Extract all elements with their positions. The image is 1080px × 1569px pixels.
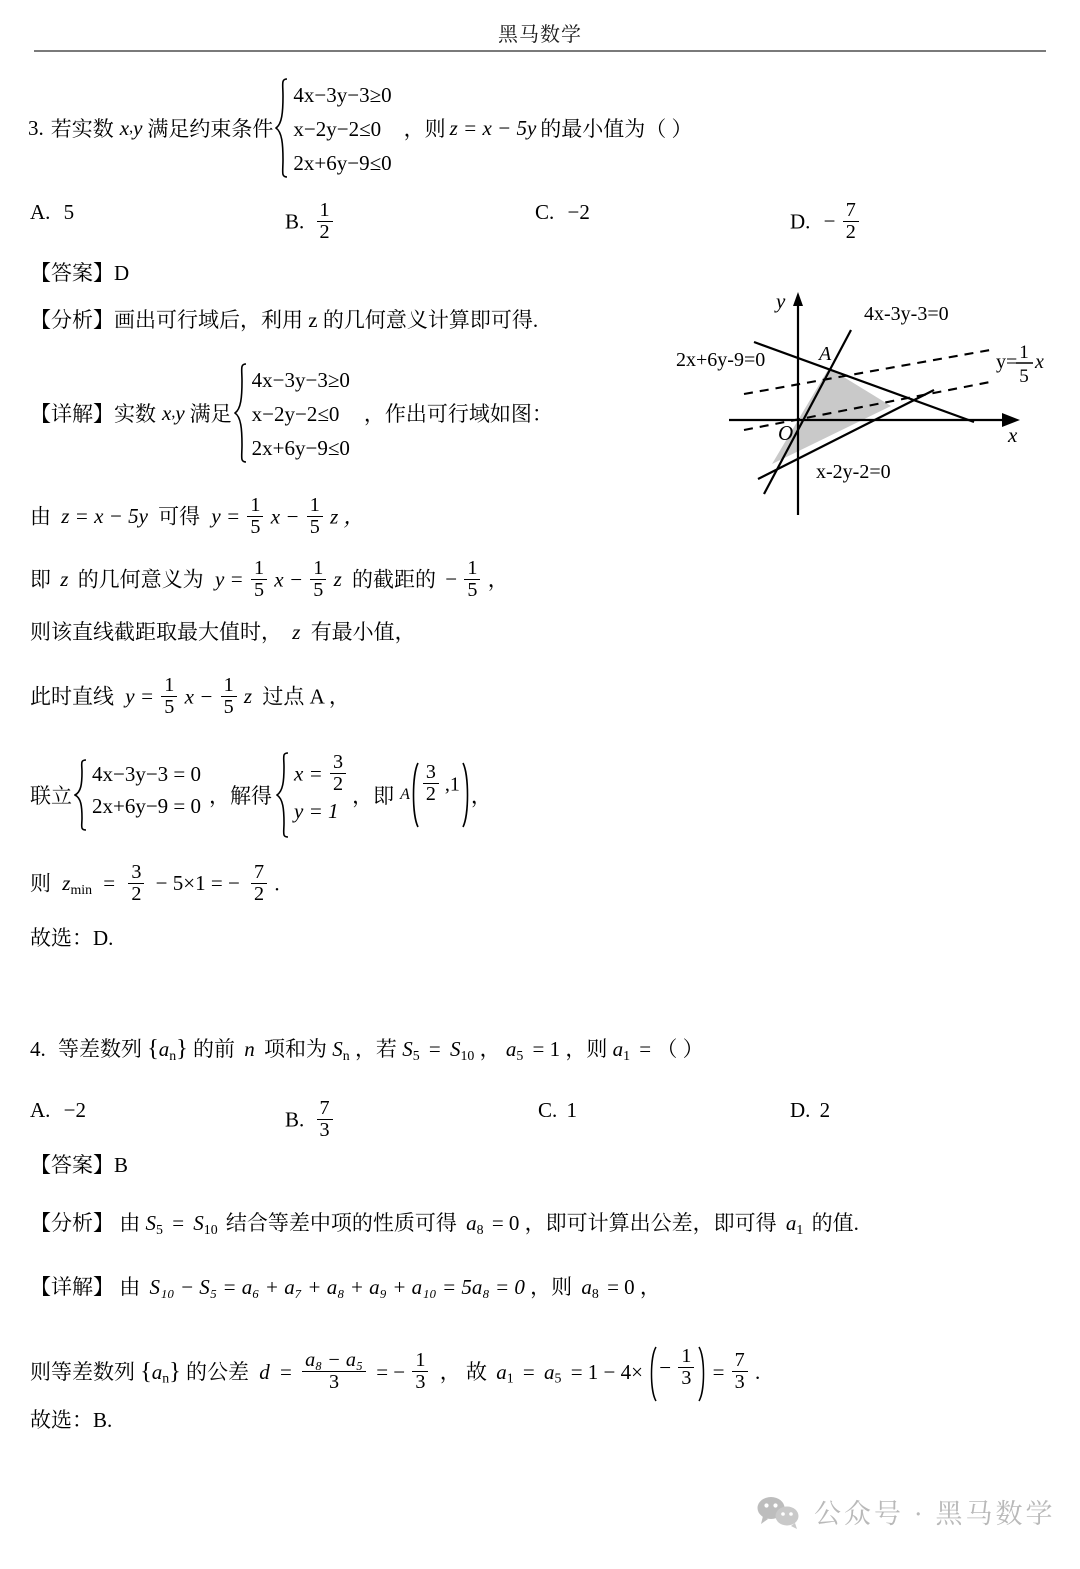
line5-frac-2: [221, 675, 237, 718]
q4-option-c-key: C.: [538, 1098, 558, 1122]
question-3-tail-comma: ，: [403, 117, 425, 141]
question-4-options: [0, 1098, 1080, 1144]
option-d-value: [843, 200, 859, 243]
system-brace-icon: [276, 752, 290, 838]
q4-d-brace-close: }: [169, 1358, 181, 1385]
question-4-solution-line-1: [30, 1277, 661, 1301]
system-row-2: x−2y−2≤0: [293, 117, 382, 142]
question-4-solution-line-2: [30, 1346, 760, 1402]
option-a-value: 5: [63, 200, 75, 224]
q4-analysis-tag: 【分析】: [30, 1211, 114, 1235]
line2-frac2-den: 5: [307, 516, 323, 538]
q4-option-b[interactable]: [285, 1098, 335, 1141]
q4-S5: S: [402, 1037, 413, 1061]
line5-frac2-num: 1: [223, 674, 234, 696]
line6-a-second: ,1: [444, 773, 460, 796]
solution-system-row-1: 4x−3y−3≥0: [251, 368, 350, 392]
dashed-line-label: [996, 342, 1044, 387]
line3-frac-3: [464, 558, 480, 601]
question-3-lead: 若实数: [50, 117, 114, 141]
line6-sys1-row2: 2x+6y−9 = 0: [92, 793, 202, 818]
option-d-key: D.: [790, 209, 811, 234]
line6-lianli: 联立: [30, 784, 72, 808]
line5-prefix: 此时直线: [30, 684, 114, 709]
answer-tag: 【答案】: [30, 261, 114, 285]
q4-a1: a: [612, 1037, 624, 1061]
q4-option-c[interactable]: [538, 1098, 577, 1123]
line6-a-frac: [423, 762, 439, 805]
q4-eq: =: [428, 1037, 441, 1061]
line4-z: z: [292, 620, 301, 644]
q4-option-a[interactable]: [30, 1098, 86, 1123]
q4-d-result-frac: [732, 1350, 748, 1393]
question-3-tail-eq: z = x − 5y: [449, 115, 537, 140]
line6-system-1: [74, 759, 201, 831]
line5-suffix: 过点 A ，: [262, 684, 350, 709]
line6-jiede: ，解得: [209, 784, 273, 808]
line3-frac1-num: 1: [253, 557, 265, 579]
answer-value: D: [114, 261, 130, 285]
q4-d-frac-den: 3: [302, 1371, 366, 1393]
q4-d-paren-num: 1: [681, 1345, 692, 1367]
solution-system: [234, 363, 350, 463]
question-3-solution-line-4: [30, 622, 416, 643]
line3-meaning: 的几何意义为: [77, 567, 204, 592]
question-3-solution-line-1: [30, 363, 553, 463]
q4-d-eq3: =: [522, 1359, 535, 1384]
figure-svg: [676, 272, 1076, 522]
origin-label: O: [778, 421, 794, 445]
q4-sol-a8-sub: 8: [591, 1285, 599, 1301]
q4-an: a: [158, 1037, 170, 1061]
q4-brace-open: {: [147, 1036, 159, 1062]
q4-option-a-value: −2: [63, 1098, 87, 1122]
question-3-solution-line-6: [30, 752, 492, 838]
q4-d-an: a: [151, 1359, 163, 1384]
question-3-comma: ,: [129, 119, 134, 136]
feasible-region-figure: [676, 272, 1076, 522]
solution-system-row-3: 2x+6y−9≤0: [251, 436, 350, 461]
q4-an-S5: S: [145, 1211, 156, 1235]
q4-sol-equation: S₁₀ − S₅ = a₆ + a₇ + a₈ + a₉ + a₁₀ = 5a₈ = 0: [149, 1275, 525, 1299]
q4-an-sub: n: [169, 1047, 177, 1063]
q4-solution-tag: 【详解】: [30, 1275, 114, 1299]
line6-a-frac-den: 2: [423, 783, 439, 805]
line6-a-frac-num: 3: [425, 761, 436, 783]
q4-d-eq: =: [280, 1359, 292, 1384]
q4-an-S5-sub: 5: [156, 1221, 163, 1237]
line4-suffix: 有最小值，: [310, 620, 416, 644]
option-b-value: [317, 200, 333, 243]
line7-frac2-den: 2: [251, 883, 267, 905]
solution-var-x: x: [162, 400, 172, 425]
option-d-sign: −: [823, 209, 836, 234]
line3-frac-2: [310, 558, 326, 601]
q4-analysis-p3: ，即可计算出公差，即可得: [524, 1211, 777, 1235]
option-d-numerator: 7: [845, 199, 856, 221]
line2-frac-2: [307, 495, 323, 538]
question-3-solution-line-7: [30, 862, 280, 905]
q4-d-brace-open: {: [140, 1358, 152, 1385]
line7-zmin: [62, 871, 92, 898]
q4-option-b-num: 7: [319, 1097, 330, 1119]
q4-n: n: [244, 1037, 255, 1061]
q4-d-paren-sign: −: [659, 1355, 672, 1380]
q4-an-S10-sub: 10: [203, 1221, 218, 1237]
question-4-analysis: [30, 1213, 859, 1237]
question-3-var-y: y: [133, 115, 143, 140]
question-4-conclusion: [30, 1410, 112, 1431]
solution-comma: ,: [171, 404, 176, 421]
line2-frac1-den: 5: [247, 516, 263, 538]
question-3-solution-line-2: [30, 495, 365, 538]
line5-x-minus: x −: [184, 684, 214, 709]
q4-analysis-p4: 的值.: [811, 1211, 859, 1235]
q4-S10-sub: 10: [460, 1047, 475, 1063]
q4-d-an-sub: n: [162, 1370, 170, 1386]
q4-sol-zero: = 0 ，: [607, 1275, 661, 1299]
q4-conclusion-text: 故选：B.: [30, 1408, 113, 1432]
line3-z: z: [60, 567, 69, 592]
dashed-label-x: x: [1035, 351, 1044, 373]
question-4-answer: [30, 1155, 128, 1176]
q4-d-frac2: [412, 1350, 428, 1393]
right-paren-icon: [461, 762, 471, 828]
x-axis-label: x: [1008, 423, 1018, 447]
line5-frac1-num: 1: [164, 674, 175, 696]
footer-brand: [756, 1492, 1056, 1531]
line2-z-expr: z = x − 5y: [61, 504, 148, 529]
option-a-key: A.: [30, 200, 51, 224]
option-a[interactable]: [30, 200, 74, 225]
line5-frac1-den: 5: [161, 696, 177, 718]
q4-option-b-key: B.: [285, 1107, 305, 1132]
line7-frac1-den: 2: [128, 883, 144, 905]
question-4-number: 4.: [30, 1037, 46, 1061]
solution-lead: 实数: [114, 402, 156, 426]
page-header: [0, 0, 1080, 56]
q4-d-frac2-num: 1: [415, 1349, 426, 1372]
q4-a5-sub: 5: [516, 1047, 524, 1063]
y-axis-label: y: [776, 289, 786, 313]
question-3-analysis: [30, 310, 538, 331]
line3-frac3-num: 1: [467, 557, 478, 579]
shaded-region: [772, 368, 891, 464]
line3-frac2-num: 1: [313, 557, 324, 579]
line6-paren-group: [410, 762, 471, 828]
q4-option-b-den: 3: [317, 1119, 333, 1141]
question-3-number: 3.: [28, 115, 44, 140]
line6-ji: ，即: [352, 784, 395, 808]
option-d[interactable]: [790, 200, 861, 243]
line2-frac1-num: 1: [250, 494, 261, 516]
line6-sys1-row1: 4x−3y−3 = 0: [92, 762, 202, 786]
question-3-tail-ze: 则: [424, 117, 446, 141]
system-brace-icon: [74, 759, 88, 831]
dashed-label-y-eq: y=: [996, 351, 1018, 373]
line5-frac2-den: 5: [221, 696, 237, 718]
q4-option-b-value: [317, 1098, 333, 1141]
q4-d-a1-sub: 1: [506, 1370, 514, 1386]
line6-sys2-row1: [294, 752, 348, 795]
q4-d-prefix: 则等差数列: [30, 1359, 135, 1384]
solution-tail: ，作出可行域如图：: [363, 402, 553, 426]
q4-d-expr: = 1 − 4×: [570, 1359, 643, 1384]
option-c[interactable]: [535, 200, 590, 225]
line2-keyi: 可得: [158, 504, 201, 529]
brand-label: 公众号 · 黑马数学: [814, 1499, 1056, 1529]
q4-p5: ，: [479, 1037, 501, 1061]
solution-var-y: y: [175, 400, 185, 425]
q4-lead: 等差数列: [58, 1037, 142, 1061]
q4-an-a8-sub: 8: [476, 1221, 484, 1237]
conclusion-text: 故选：D.: [30, 926, 114, 950]
question-3-mid: 满足约束条件: [147, 117, 274, 141]
q4-a5-eq: = 1: [532, 1037, 561, 1061]
q4-S: S: [332, 1037, 343, 1061]
option-b[interactable]: [285, 200, 335, 243]
line2-label: 2x+6y-9=0: [676, 349, 766, 371]
left-paren-icon: [410, 762, 420, 828]
q4-p3: 项和为: [264, 1037, 327, 1061]
q4-d-paren-den: 3: [678, 1367, 694, 1389]
line6-x-frac-den: 2: [330, 773, 346, 795]
q4-an-S10: S: [193, 1211, 204, 1235]
q4-option-c-value: 1: [566, 1098, 578, 1122]
line6-sys2-row2: [294, 795, 348, 828]
q4-option-d-key: D.: [790, 1098, 811, 1122]
line3-jieju: 的截距的: [352, 567, 437, 592]
line2-prefix: 由: [30, 504, 51, 529]
q4-d-paren-frac: [678, 1346, 694, 1389]
q4-d-eq4: =: [712, 1359, 725, 1384]
header-divider: [34, 50, 1046, 52]
dashed-line-upper: [744, 350, 990, 394]
q4-sol-ze: ，则: [530, 1275, 573, 1299]
line6-x-frac-num: 3: [333, 751, 344, 773]
q4-p7: = （ ）: [639, 1037, 704, 1061]
question-3-options: [0, 200, 1080, 246]
option-b-denominator: 2: [317, 221, 333, 243]
line3-end: ，: [487, 567, 509, 592]
line6-point-a: A: [400, 786, 410, 803]
line7-prefix: 则: [30, 871, 51, 896]
analysis-text: 画出可行域后，利用 z 的几何意义计算即可得.: [114, 308, 539, 332]
line5-y-eq: y =: [125, 684, 154, 709]
q4-p6: ，则: [565, 1037, 608, 1061]
line3-prefix: 即: [30, 567, 51, 592]
wechat-icon: [756, 1495, 802, 1529]
q4-S-sub: n: [342, 1047, 350, 1063]
q4-d-frac-num: a₈ − a₅: [305, 1349, 363, 1372]
line2-frac2-num: 1: [309, 494, 320, 516]
q4-S5-sub: 5: [412, 1047, 420, 1063]
header-title: 黑马数学: [498, 24, 582, 46]
q4-answer-value: B: [114, 1153, 129, 1177]
line7-frac-2: [251, 862, 267, 905]
option-b-numerator: 1: [319, 199, 330, 221]
q4-d-a5: a: [544, 1359, 555, 1384]
line6-system-2: [276, 752, 348, 838]
question-3-var-x: x: [119, 115, 130, 140]
system-row-1: 4x−3y−3≥0: [293, 83, 392, 107]
dashed-label-den: 5: [1019, 366, 1029, 387]
q4-option-d[interactable]: [790, 1098, 830, 1123]
solution-system-row-2: x−2y−2≤0: [251, 402, 340, 427]
line3-x-minus: x −: [274, 567, 304, 592]
q4-d-var: d: [259, 1359, 270, 1384]
line2-x-minus: x −: [270, 504, 300, 529]
line7-frac-1: [128, 862, 144, 905]
line6-x-frac: [330, 752, 346, 795]
right-paren-icon: [697, 1346, 707, 1402]
q4-an-a1-sub: 1: [796, 1221, 804, 1237]
solution-tag: 【详解】: [30, 402, 114, 426]
question-3-conclusion: [30, 928, 113, 949]
q4-d-gu: ， 故: [439, 1359, 487, 1384]
line7-min-sub: min: [70, 882, 92, 898]
line7-end: .: [274, 871, 280, 896]
line4-prefix: 则该直线截距取最大值时，: [30, 620, 282, 644]
line7-equals: =: [103, 871, 116, 896]
option-c-value: −2: [567, 200, 590, 224]
q4-a1-sub: 1: [623, 1047, 631, 1063]
q4-d-paren-group: [648, 1346, 707, 1402]
line3-frac-1: [251, 558, 267, 601]
line1-label: 4x-3y-3=0: [864, 303, 949, 325]
q4-S10: S: [449, 1037, 461, 1061]
line2-z-tail: z ，: [330, 504, 365, 529]
question-3-solution-line-5: [30, 675, 350, 718]
line6-x-eq: x =: [294, 761, 323, 786]
line5-frac-1: [161, 675, 177, 718]
q4-analysis-p2: 结合等差中项的性质可得: [225, 1211, 457, 1235]
solution-mid: 满足: [189, 402, 232, 426]
analysis-tag: 【分析】: [30, 308, 114, 332]
question-3-tail-rest: 的最小值为（ ）: [540, 117, 693, 141]
q4-d-end: .: [754, 1359, 761, 1384]
q4-an-a1: a: [785, 1211, 797, 1235]
q4-d-frac2-den: 3: [412, 1371, 428, 1393]
system-brace-icon: [234, 363, 248, 463]
q4-an-eq: =: [172, 1211, 185, 1235]
system-row-3: 2x+6y−9≤0: [293, 151, 392, 176]
q4-option-d-value: 2: [819, 1098, 831, 1122]
point-a-label: A: [819, 343, 832, 365]
q4-p2: 的前: [193, 1037, 235, 1061]
question-3-solution-line-3: [30, 558, 509, 601]
q4-option-a-key: A.: [30, 1098, 51, 1122]
line6-end: ，: [470, 784, 492, 808]
q4-analysis-p1: 由: [119, 1211, 141, 1235]
line7-z: z: [62, 871, 71, 896]
option-d-denominator: 2: [843, 221, 859, 243]
q4-answer-tag: 【答案】: [30, 1153, 114, 1177]
q4-d-a1: a: [496, 1359, 507, 1384]
option-c-key: C.: [535, 200, 555, 224]
line3-frac1-den: 5: [251, 579, 267, 601]
left-paren-icon: [648, 1346, 658, 1402]
question-3-stem: [28, 78, 693, 178]
q4-brace-close: }: [176, 1036, 188, 1062]
q4-d-frac: [302, 1350, 366, 1393]
q4-p4: ，若: [354, 1037, 397, 1061]
y-axis-arrow: [793, 292, 803, 306]
q4-an-zero: = 0: [491, 1211, 520, 1235]
q4-sol-prefix: 由: [119, 1275, 141, 1299]
line7-frac1-num: 3: [131, 861, 142, 883]
line3-frac2-den: 5: [310, 579, 326, 601]
q4-d-eq2: = −: [376, 1359, 406, 1384]
line3-y-eq: y =: [214, 567, 244, 592]
line3-sign: −: [445, 567, 458, 592]
system-brace-icon: [275, 78, 289, 178]
question-3-system: [275, 78, 391, 178]
line7-middle: − 5×1 = −: [155, 871, 240, 896]
option-b-key: B.: [285, 209, 305, 234]
q4-d-result-den: 3: [732, 1371, 748, 1393]
q4-an-a8: a: [466, 1211, 477, 1235]
q4-sol-a8: a: [581, 1275, 592, 1299]
dashed-label-num: 1: [1019, 342, 1029, 363]
line7-frac2-num: 7: [254, 861, 265, 883]
q4-d-a5-sub: 5: [554, 1370, 562, 1386]
q4-d-result-num: 7: [734, 1349, 745, 1372]
question-4-stem: [30, 1037, 704, 1063]
line3-frac3-den: 5: [464, 579, 480, 601]
q4-d-gongcha: 的公差: [186, 1359, 249, 1384]
line2-frac-1: [247, 495, 263, 538]
question-3-answer: [30, 263, 129, 284]
line2-y-eq: y =: [211, 504, 241, 529]
q4-a5: a: [505, 1037, 517, 1061]
line5-z: z: [243, 684, 253, 709]
line6-y-eq: y = 1: [294, 799, 339, 824]
line3-z2: z: [333, 567, 342, 592]
line3-label: x-2y-2=0: [816, 461, 891, 483]
